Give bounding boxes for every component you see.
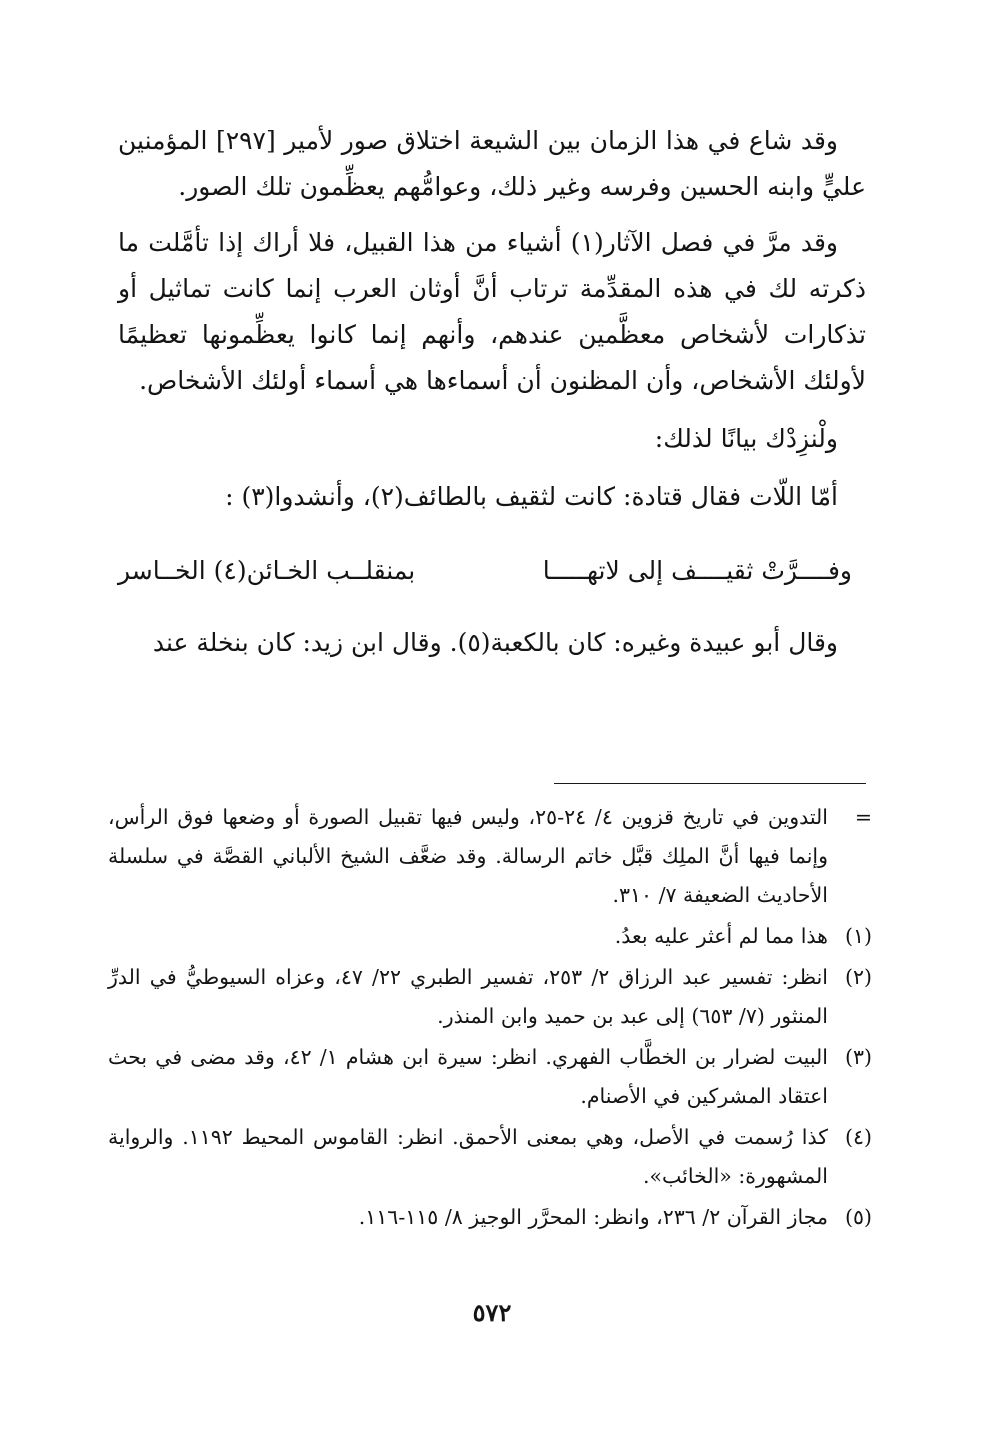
paragraph-1: وقد شاع في هذا الزمان بين الشيعة اختلاق صور لأمير [٢٩٧] المؤمنين عليٍّ وابنه الحسين وفرسه وغير ذلك، وعوامُّهم يعظِّمون تلك الصور. xyxy=(118,126,866,201)
footnote-continued xyxy=(108,798,876,915)
footnote-text: مجاز القرآن ٢/ ٢٣٦، وانظر: المحرَّر الوجيز ٨/ ١١٥-١١٦. xyxy=(358,1205,828,1229)
paragraph-4: أمّا اللّات فقال قتادة: كانت لثقيف بالطائف(٢)، وأنشدوا(٣) : xyxy=(225,482,838,511)
footnote-text: التدوين في تاريخ قزوين ٤/ ٢٤-٢٥، وليس فيها تقبيل الصورة أو وضعها فوق الرأس، وإنما فيها أنَّ الملِك قبَّل خاتم الرسالة. وقد ضعَّف الشيخ الألباني القصَّة في سلسلة الأحاديث الضعيفة ٧/ ٣١٠. xyxy=(108,805,828,907)
footnote-1 xyxy=(108,917,876,956)
footnote-mark: (٢) xyxy=(844,965,872,989)
footnote-text: كذا رُسمت في الأصل، وهي بمعنى الأحمق. انظر: القاموس المحيط ١١٩٢. والرواية المشهورة: «الخائب». xyxy=(108,1125,828,1188)
poem-verse xyxy=(118,548,866,594)
footnote-text: البيت لضرار بن الخطَّاب الفهري. انظر: سيرة ابن هشام ١/ ٤٢، وقد مضى في بحث اعتقاد المشركين في الأصنام. xyxy=(108,1045,828,1108)
footnote-2 xyxy=(108,958,876,1036)
footnote-mark: (٤) xyxy=(844,1125,872,1149)
footnote-text: هذا مما لم أعثر عليه بعدُ. xyxy=(614,924,828,948)
footnote-mark: (٥) xyxy=(844,1205,872,1229)
footnote-separator xyxy=(554,783,866,784)
footnote-5 xyxy=(108,1198,876,1237)
footnote-mark: (١) xyxy=(844,924,872,948)
footnotes xyxy=(108,798,876,1239)
footnote-text: انظر: تفسير عبد الرزاق ٢/ ٢٥٣، تفسير الطبري ٢٢/ ٤٧، وعزاه السيوطيُّ في الدرِّ المنثور (٧/ ٦٥٣) إلى عبد بن حميد وابن المنذر. xyxy=(108,965,828,1028)
verse-second-hemistich: بمنقلــب الخـائن(٤) الخــاسر xyxy=(118,556,416,585)
page-number: ٥٧٢ xyxy=(472,1298,512,1327)
paragraph-5: وقال أبو عبيدة وغيره: كان بالكعبة(٥). وقال ابن زيد: كان بنخلة عند xyxy=(152,628,838,657)
paragraph-3: ولْنزِدْك بيانًا لذلك: xyxy=(654,424,838,453)
main-text xyxy=(118,118,866,666)
footnote-mark: = xyxy=(854,805,872,829)
paragraph-2: وقد مرَّ في فصل الآثار(١) أشياء من هذا القبيل، فلا أراك إذا تأمَّلت ما ذكرته لك في هذه المقدِّمة ترتاب أنَّ أوثان العرب إنما كانت تماثيل أو تذكارات لأشخاص معظَّمين عندهم، وأنهم إنما كانوا يعظِّمونها تعظيمًا لأولئك الأشخاص، وأن المظنون أن أسماءها هي أسماء أولئك الأشخاص. xyxy=(118,228,866,395)
verse-first-hemistich: وفــــرَّتْ ثقيــــف إلى لاتهـــــا xyxy=(542,556,852,585)
footnote-4 xyxy=(108,1118,876,1196)
footnote-mark: (٣) xyxy=(844,1045,872,1069)
footnote-3 xyxy=(108,1038,876,1116)
